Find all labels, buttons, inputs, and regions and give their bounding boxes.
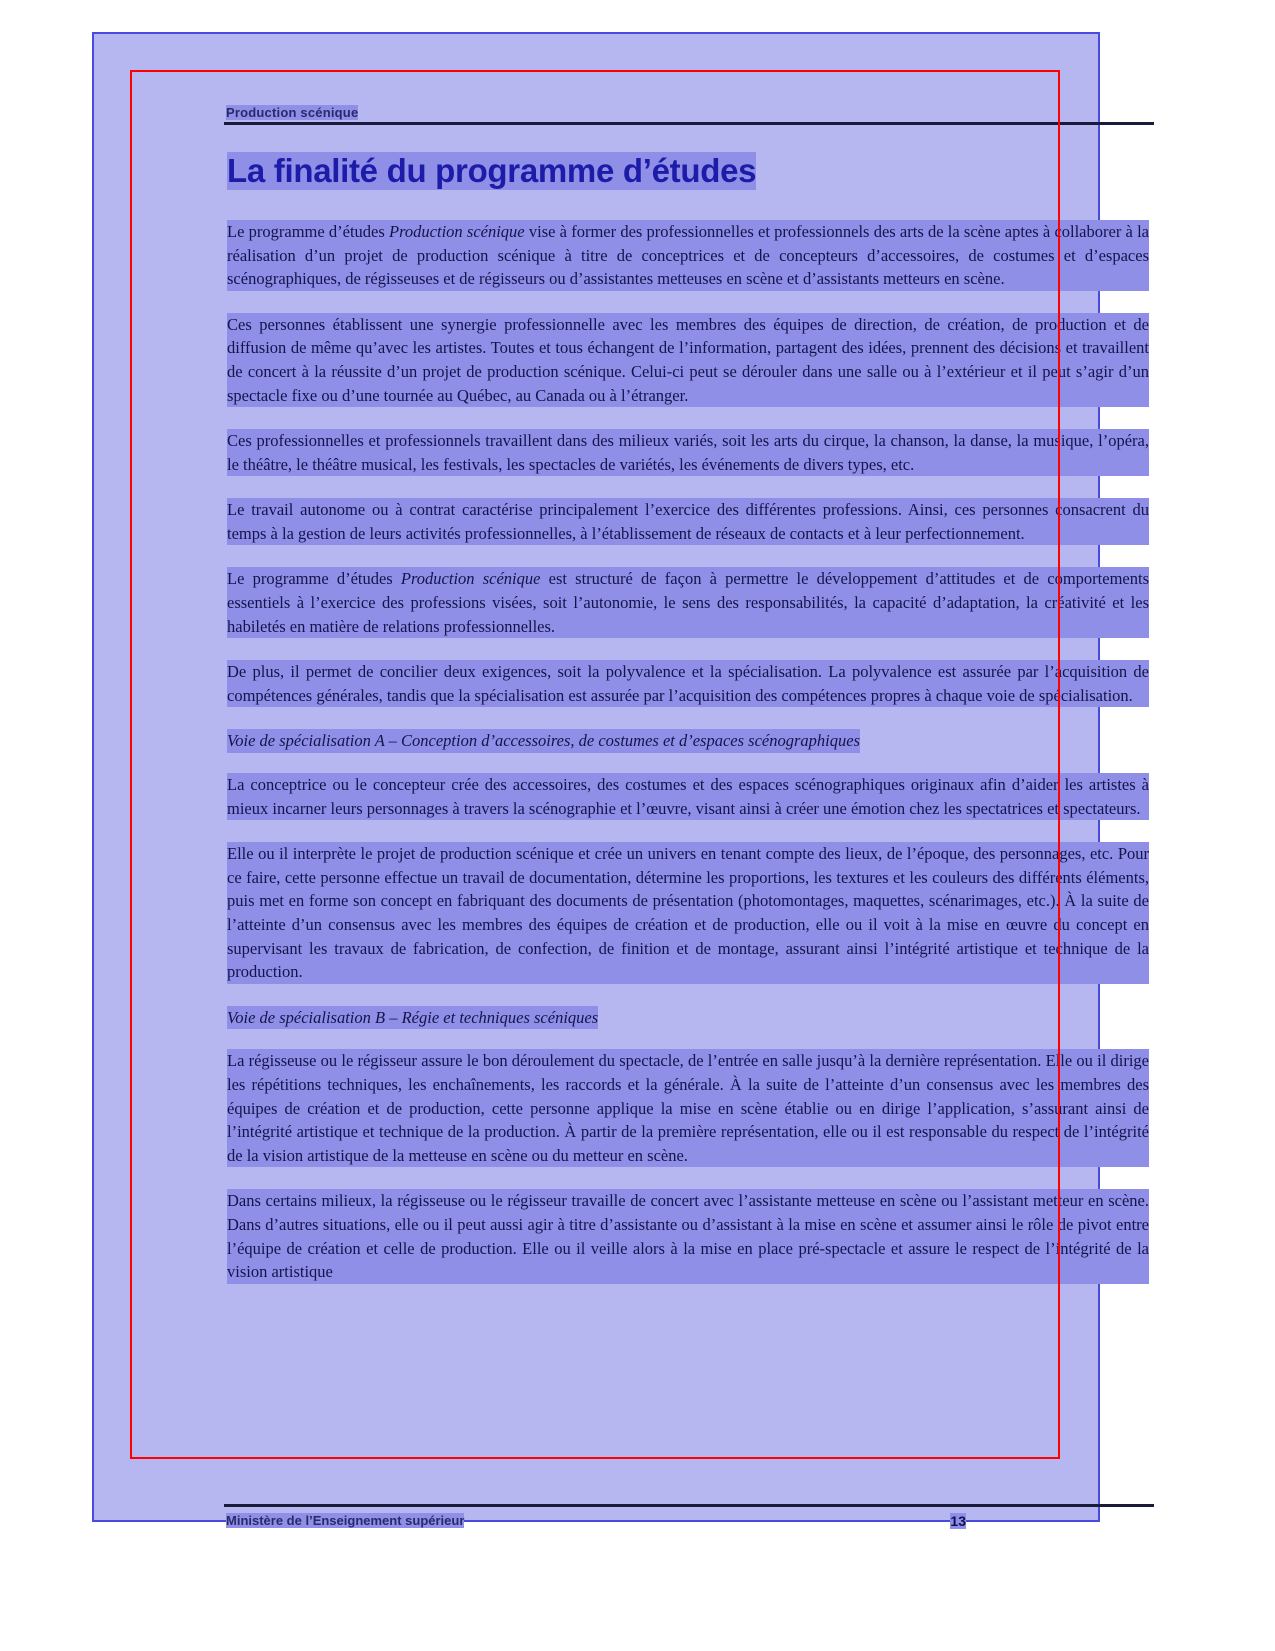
paragraph-6: De plus, il permet de concilier deux exigences, soit la polyvalence et la spécialisation. La polyvalence est assurée par l’acquisition de compétences générales, tandis que la spécialisation est assurée par l’acquisition des compétences propres à chaque voie de spécialisation. bbox=[227, 660, 1149, 707]
section-a-heading: Voie de spécialisation A – Conception d’accessoires, de costumes et d’espaces scénographiques bbox=[227, 729, 860, 753]
section-a-paragraph-2: Elle ou il interprète le projet de production scénique et crée un univers en tenant compte des lieux, de l’époque, des personnages, etc. Pour ce faire, cette personne effectue un travail de documentation, détermine les proportions, les textures et les couleurs des différents éléments, puis met en forme son concept en fabriquant des documents de présentation (photomontages, maquettes, scénarimages, etc.). À la suite de l’atteinte d’un consensus avec les membres des équipes de création et de production, elle ou il voit à la mise en œuvre du concept en supervisant les travaux de fabrication, de confection, de finition et de montage, assurant ainsi l’intégrité artistique et technique de la production. bbox=[227, 842, 1149, 984]
paragraph-1 bbox=[227, 220, 1149, 291]
paragraph-5 bbox=[227, 567, 1149, 638]
paragraph-2: Ces personnes établissent une synergie professionnelle avec les membres des équipes de direction, de création, de production et de diffusion de même qu’avec les artistes. Toutes et tous échangent de l’information, partagent des idées, prennent des décisions et travaillent de concert à la réussite d’un projet de production scénique. Celui-ci peut se dérouler dans une salle ou à l’extérieur et il peut s’agir d’un spectacle fixe ou d’une tournée au Québec, au Canada ou à l’étranger. bbox=[227, 313, 1149, 407]
paragraph-5-pre: Le programme d’études bbox=[227, 569, 401, 589]
paragraph-1-post: vise à former des professionnelles et professionnels des arts de la scène aptes à collaborer à la réalisation d’un projet de production scénique à titre de conceptrices et de concepteurs d’accessoires, de costumes et d’espaces scénographiques, de régisseuses et de régisseurs ou d’assistantes metteuses en scène et d’assistants metteurs en scène. bbox=[227, 221, 1150, 289]
running-head: Production scénique bbox=[226, 105, 359, 120]
section-b-paragraph-2: Dans certains milieux, la régisseuse ou le régisseur travaille de concert avec l’assistante metteuse en scène ou l’assistant metteur en scène. Dans d’autres situations, elle ou il peut aussi agir à titre d’assistante ou d’assistant à la mise en scène et assumer ainsi le rôle de pivot entre l’équipe de création et celle de production. Elle ou il veille alors à la mise en place pré-spectacle et assure le respect de l’intégrité de la vision artistique bbox=[227, 1189, 1149, 1283]
page-title: La finalité du programme d’études bbox=[227, 152, 757, 189]
paragraph-4: Le travail autonome ou à contrat caractérise principalement l’exercice des différentes professions. Ainsi, ces personnes consacrent du temps à la gestion de leurs activités professionnelles, à l’établissement de réseaux de contacts et à leur perfectionnement. bbox=[227, 498, 1149, 545]
footer-rule bbox=[224, 1504, 1154, 1507]
footer-ministry-label: Ministère de l’Enseignement supérieur bbox=[226, 1513, 465, 1528]
section-b-paragraph-1: La régisseuse ou le régisseur assure le bon déroulement du spectacle, de l’entrée en salle jusqu’à la dernière représentation. Elle ou il dirige les répétitions techniques, les enchaînements, les raccords et la générale. À la suite de l’atteinte d’un consensus avec les membres des équipes de création et de production, cette personne applique la mise en scène établie ou en dirige l’application, s’assurant ainsi de l’intégrité artistique et technique de la production. À partir de la première représentation, elle ou il est responsable du respect de l’intégrité de la vision artistique de la metteuse en scène ou du metteur en scène. bbox=[227, 1049, 1149, 1167]
page-number: 13 bbox=[950, 1513, 966, 1529]
header-rule bbox=[224, 122, 1154, 125]
page-frame bbox=[92, 32, 1150, 1529]
paragraph-3: Ces professionnelles et professionnels travaillent dans des milieux variés, soit les arts du cirque, la chanson, la danse, la musique, l’opéra, le théâtre, le théâtre musical, les festivals, les spectacles de variétés, les événements de divers types, etc. bbox=[227, 429, 1149, 476]
paragraph-5-post: est structuré de façon à permettre le développement d’attitudes et de comportements essentiels à l’exercice des professions visées, soit l’autonomie, le sens des responsabilités, la capacité d’adaptation, la créativité et les habiletés en matière de relations professionnelles. bbox=[227, 569, 1149, 636]
section-b-heading: Voie de spécialisation B – Régie et techniques scéniques bbox=[227, 1006, 598, 1030]
paragraph-5-italic: Production scénique bbox=[400, 569, 541, 589]
section-a-paragraph-1: La conceptrice ou le concepteur crée des accessoires, des costumes et des espaces scénographiques originaux afin d’aider les artistes à mieux incarner leurs personnages à travers la scénographie et l’œuvre, visant ainsi à créer une émotion chez les spectatrices et spectateurs. bbox=[227, 773, 1149, 820]
page-content bbox=[227, 152, 1149, 1306]
paragraph-1-italic: Production scénique bbox=[389, 221, 525, 241]
paragraph-1-pre: Le programme d’études bbox=[227, 221, 390, 241]
